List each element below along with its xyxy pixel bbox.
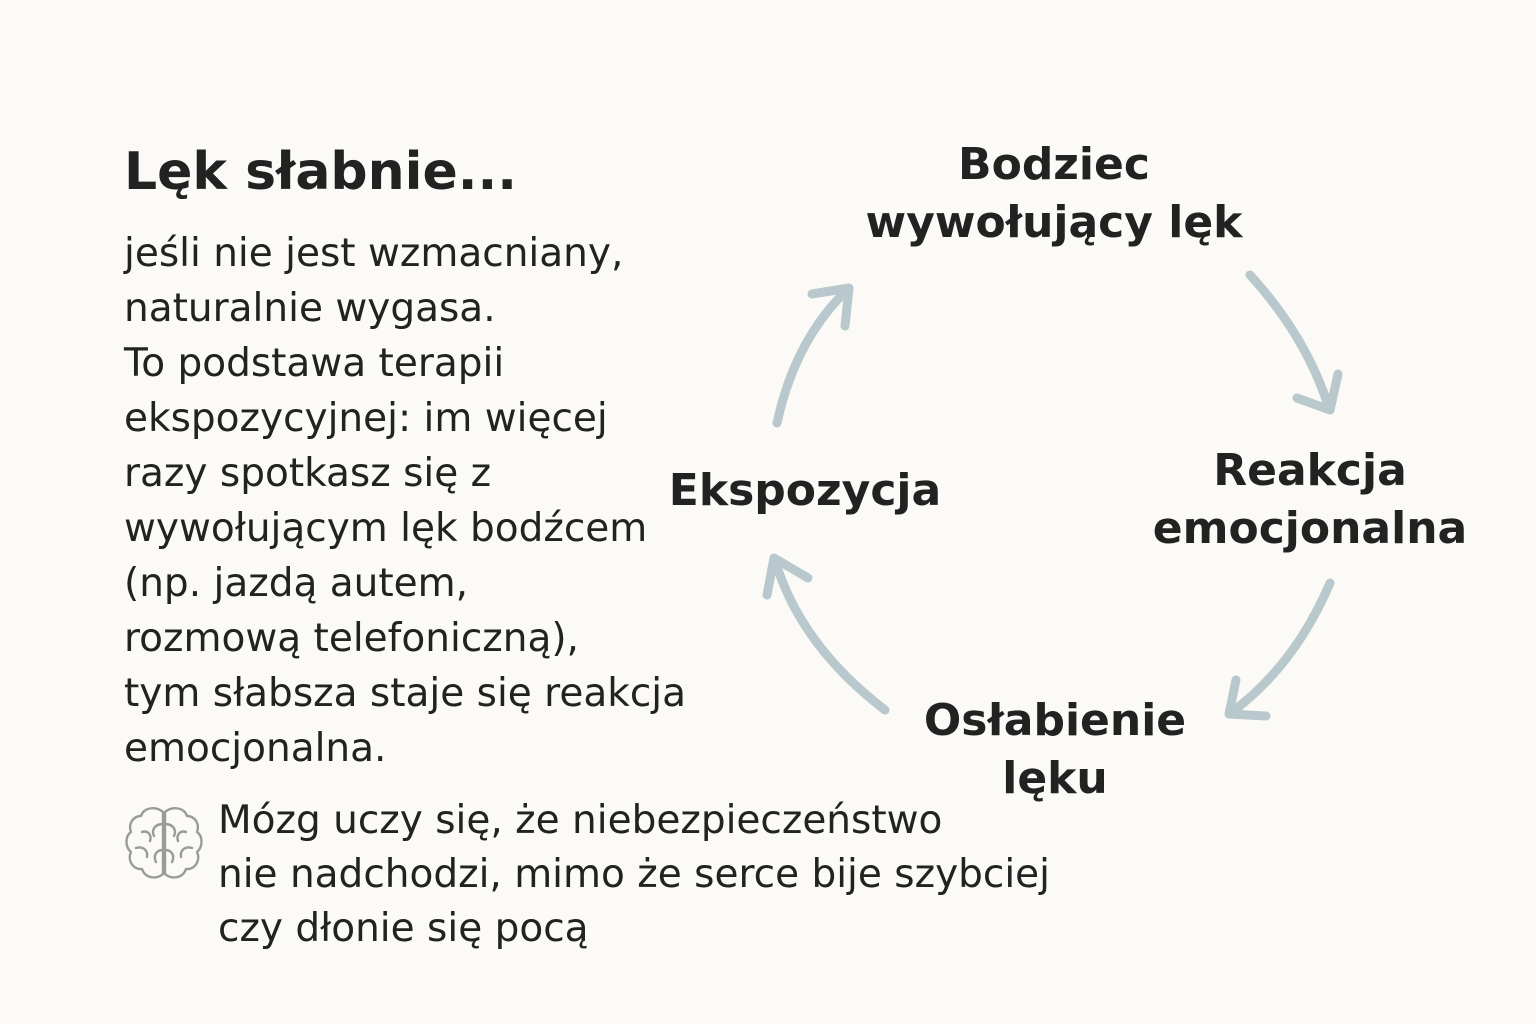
- arrow-stimulus-to-reaction: [1250, 275, 1338, 410]
- body-line: naturalnie wygasa.: [124, 286, 496, 331]
- node-reaction-line: Reakcja: [1213, 445, 1407, 496]
- node-weakening: [900, 692, 1210, 808]
- body-line: wywołującym lęk bodźcem: [124, 506, 648, 551]
- arrow-reaction-to-weakening: [1229, 583, 1330, 716]
- node-stimulus-line: wywołujący lęk: [865, 197, 1243, 248]
- arrow-exposure-to-stimulus: [777, 288, 849, 423]
- node-reaction: [1140, 442, 1480, 558]
- body-line: tym słabsza staje się reakcja: [124, 671, 687, 716]
- page-title: Lęk słabnie...: [124, 142, 518, 202]
- body-line: rozmową telefoniczną),: [124, 616, 579, 661]
- body-line: razy spotkasz się z: [124, 451, 492, 496]
- note-line: nie nadchodzi, mimo że serce bije szybciej: [218, 852, 1051, 897]
- node-weakening-line: Osłabienie: [923, 695, 1187, 746]
- note-line: Mózg uczy się, że niebezpieczeństwo: [218, 798, 943, 843]
- node-exposure: [650, 462, 960, 520]
- node-exposure-line: Ekspozycja: [668, 465, 942, 516]
- body-line: (np. jazdą autem,: [124, 561, 469, 606]
- body-line: emocjonalna.: [124, 726, 387, 771]
- node-weakening-line: lęku: [1002, 753, 1108, 804]
- body-line: To podstawa terapii: [124, 341, 505, 386]
- arrow-weakening-to-exposure: [767, 558, 885, 710]
- node-reaction-line: emocjonalna: [1152, 503, 1468, 554]
- body-line: ekspozycyjnej: im więcej: [124, 396, 608, 441]
- node-stimulus: [844, 136, 1264, 252]
- node-stimulus-line: Bodziec: [958, 139, 1150, 190]
- body-line: jeśli nie jest wzmacniany,: [124, 231, 624, 276]
- note-line: czy dłonie się pocą: [218, 906, 589, 951]
